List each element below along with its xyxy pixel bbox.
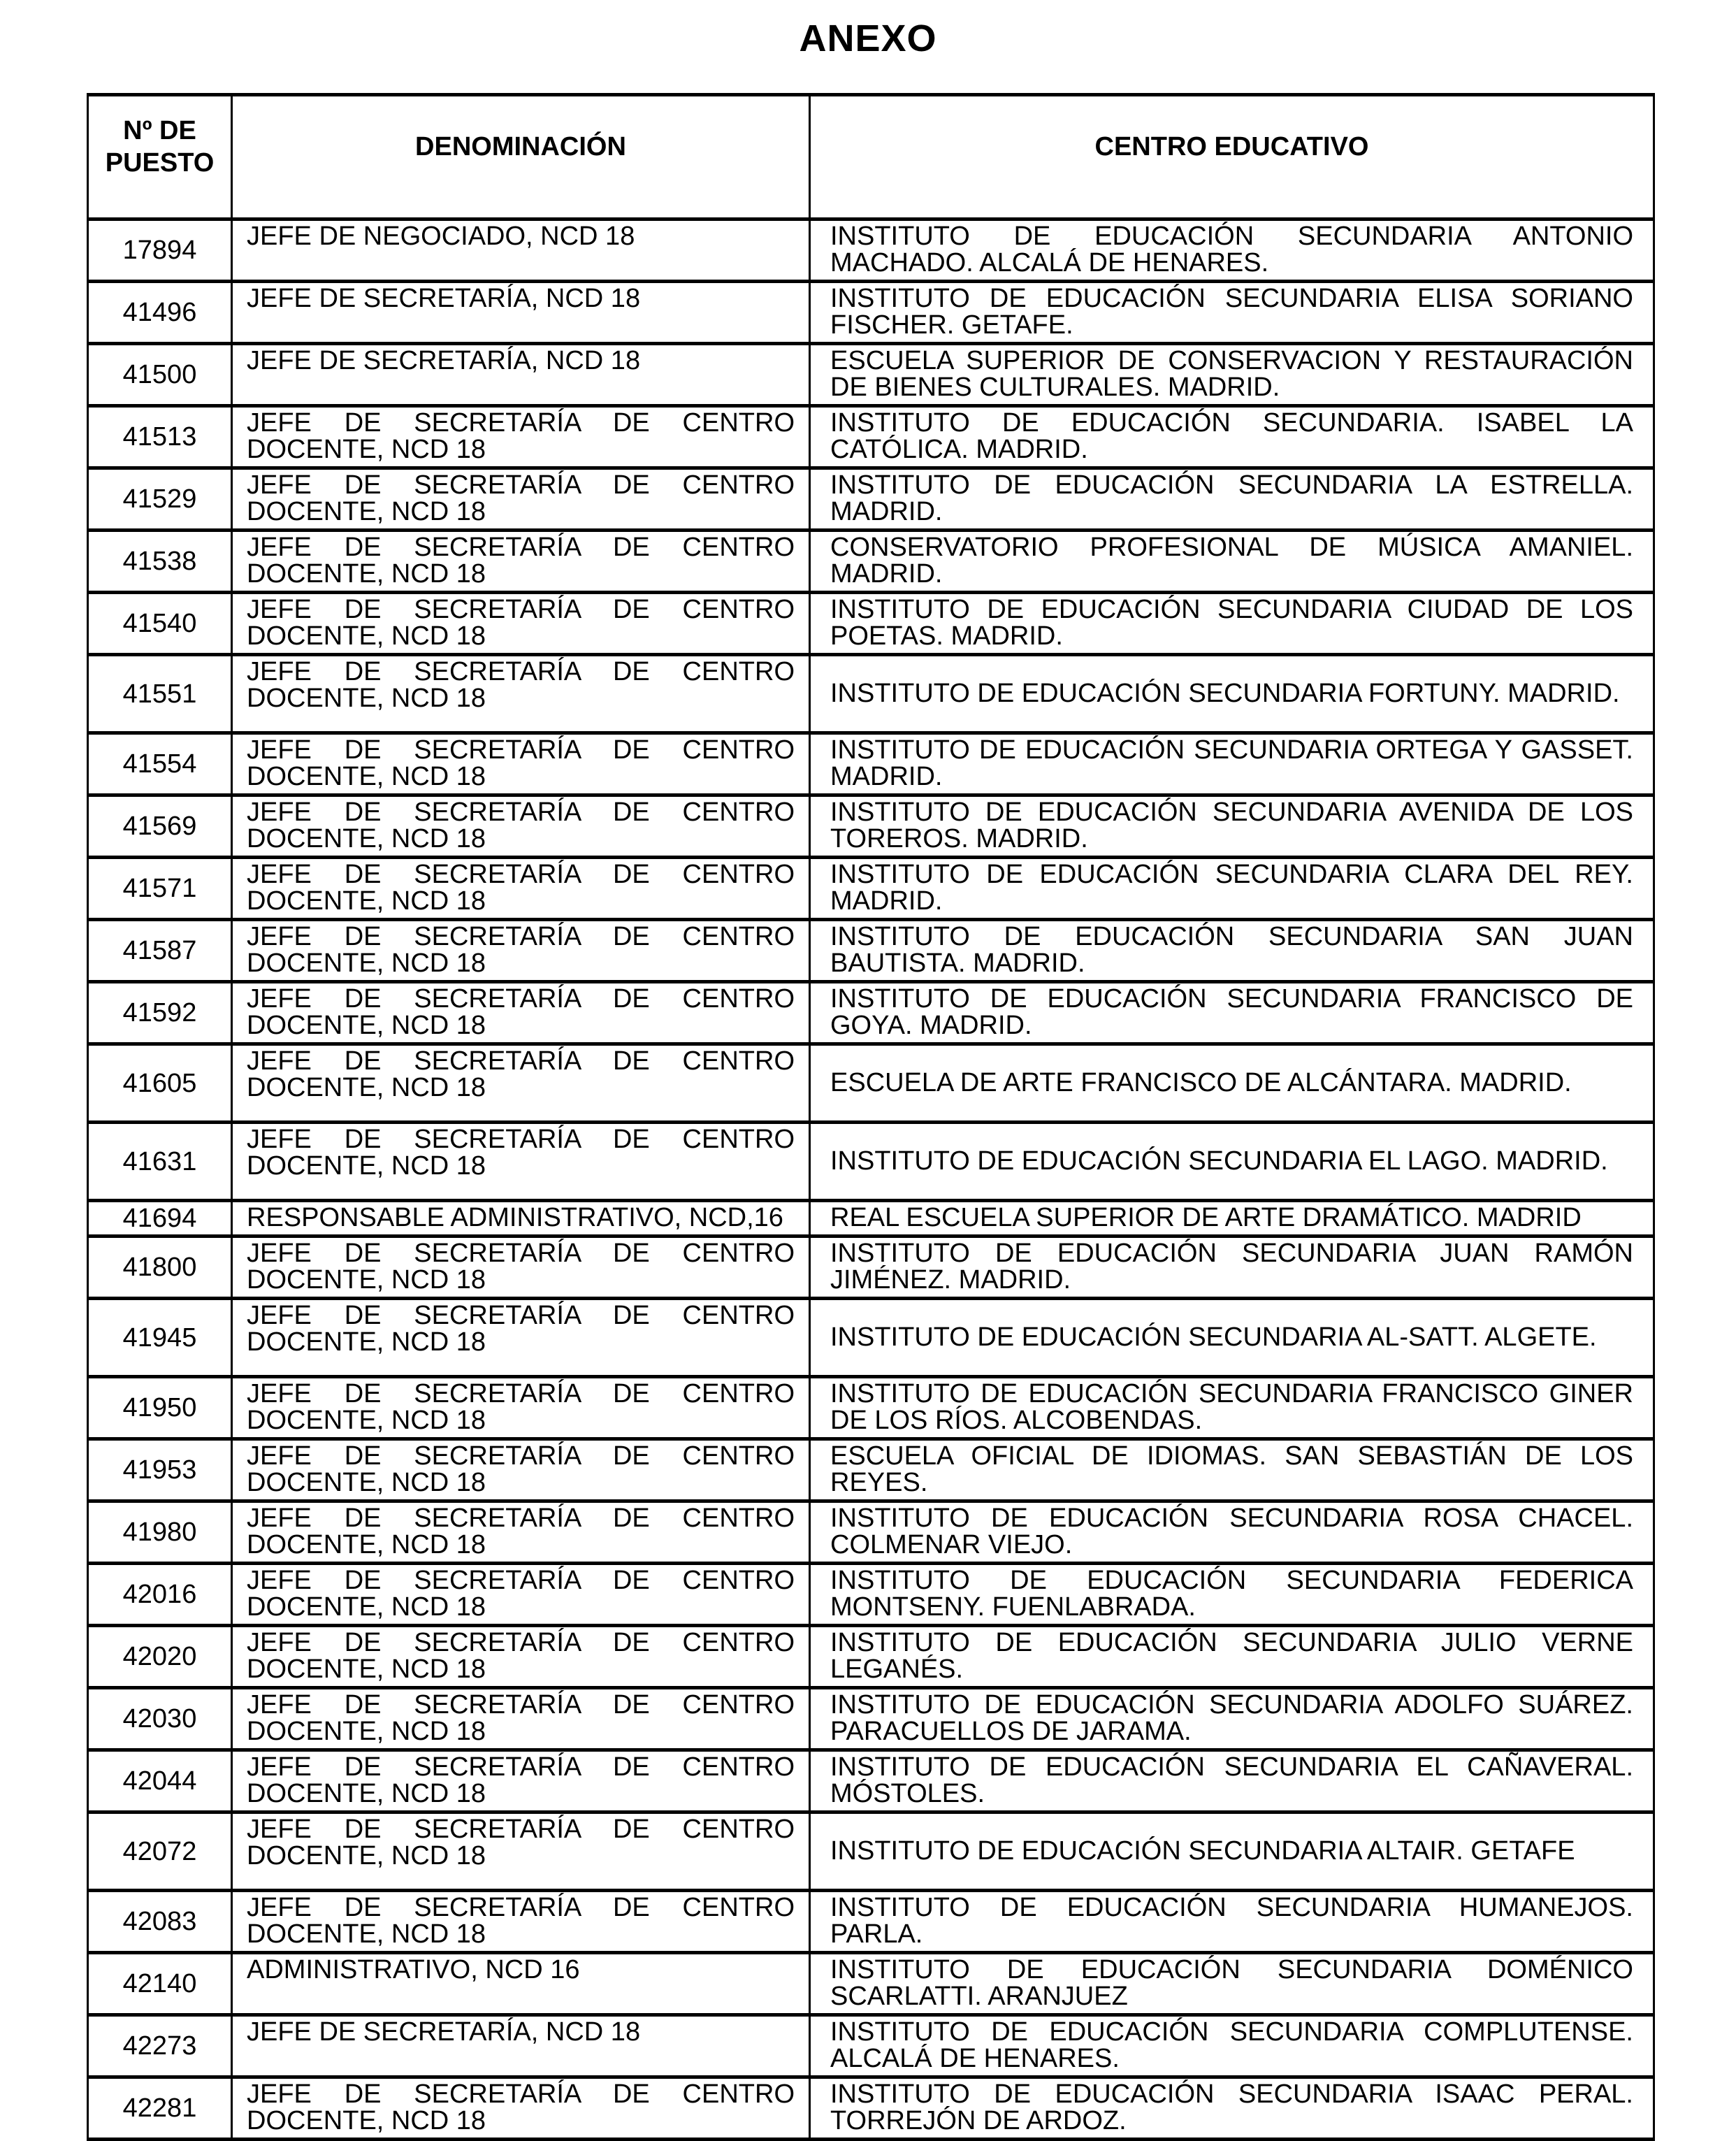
- table-row: [88, 531, 1654, 593]
- puesto-cell: 41529: [88, 468, 232, 531]
- centro-cell: INSTITUTO DE EDUCACIÓN SECUNDARIA ADOLFO SUÁREZ. PARACUELLOS DE JARAMA.: [810, 1688, 1654, 1750]
- puesto-cell: 41605: [88, 1044, 232, 1123]
- table-row: [88, 1626, 1654, 1688]
- centro-cell: INSTITUTO DE EDUCACIÓN SECUNDARIA ALTAIR. GETAFE: [810, 1812, 1654, 1891]
- puesto-cell: 42273: [88, 2015, 232, 2077]
- denominacion-cell: RESPONSABLE ADMINISTRATIVO, NCD,16: [232, 1201, 810, 1237]
- denominacion-cell: JEFE DE SECRETARÍA DE CENTRO DOCENTE, NCD 18: [232, 1237, 810, 1299]
- table-row: [88, 1439, 1654, 1501]
- table-row: [88, 1688, 1654, 1750]
- puesto-cell: 41496: [88, 282, 232, 344]
- centro-cell: INSTITUTO DE EDUCACIÓN SECUNDARIA JULIO VERNE LEGANÉS.: [810, 1626, 1654, 1688]
- denominacion-cell: JEFE DE SECRETARÍA DE CENTRO DOCENTE, NCD 18: [232, 406, 810, 468]
- denominacion-cell: JEFE DE SECRETARÍA DE CENTRO DOCENTE, NCD 18: [232, 795, 810, 858]
- puesto-cell: 41538: [88, 531, 232, 593]
- centro-cell: INSTITUTO DE EDUCACIÓN SECUNDARIA ROSA CHACEL. COLMENAR VIEJO.: [810, 1501, 1654, 1564]
- table-row: [88, 593, 1654, 655]
- puesto-cell: 41587: [88, 920, 232, 982]
- denominacion-cell: JEFE DE SECRETARÍA DE CENTRO DOCENTE, NCD 18: [232, 1688, 810, 1750]
- centro-cell: INSTITUTO DE EDUCACIÓN SECUNDARIA HUMANEJOS. PARLA.: [810, 1891, 1654, 1953]
- denominacion-cell: JEFE DE SECRETARÍA DE CENTRO DOCENTE, NCD 18: [232, 1564, 810, 1626]
- puesto-cell: 41554: [88, 733, 232, 795]
- denominacion-cell: JEFE DE SECRETARÍA DE CENTRO DOCENTE, NCD 18: [232, 982, 810, 1044]
- centro-cell: INSTITUTO DE EDUCACIÓN SECUNDARIA CLARA DEL REY. MADRID.: [810, 858, 1654, 920]
- table-row: [88, 1123, 1654, 1201]
- centro-cell: INSTITUTO DE EDUCACIÓN SECUNDARIA COMPLUTENSE. ALCALÁ DE HENARES.: [810, 2015, 1654, 2077]
- table-row: [88, 2077, 1654, 2140]
- table-row: [88, 795, 1654, 858]
- denominacion-cell: JEFE DE SECRETARÍA DE CENTRO DOCENTE, NCD 18: [232, 1812, 810, 1891]
- puesto-cell: 41551: [88, 655, 232, 733]
- header-denominacion: DENOMINACIÓN: [232, 95, 810, 219]
- centro-cell: ESCUELA SUPERIOR DE CONSERVACION Y RESTAURACIÓN DE BIENES CULTURALES. MADRID.: [810, 344, 1654, 406]
- table-row: [88, 1237, 1654, 1299]
- puesto-cell: 41540: [88, 593, 232, 655]
- centro-cell: REAL ESCUELA SUPERIOR DE ARTE DRAMÁTICO. MADRID: [810, 1201, 1654, 1237]
- page-title: ANEXO: [799, 17, 937, 59]
- table-row: [88, 1564, 1654, 1626]
- centro-cell: ESCUELA OFICIAL DE IDIOMAS. SAN SEBASTIÁN DE LOS REYES.: [810, 1439, 1654, 1501]
- centro-cell: INSTITUTO DE EDUCACIÓN SECUNDARIA LA ESTRELLA. MADRID.: [810, 468, 1654, 531]
- puesto-cell: 42016: [88, 1564, 232, 1626]
- puesto-cell: 42140: [88, 1953, 232, 2015]
- document-page: [0, 17, 1736, 2136]
- puesto-cell: 41569: [88, 795, 232, 858]
- denominacion-cell: JEFE DE SECRETARÍA DE CENTRO DOCENTE, NCD 18: [232, 1891, 810, 1953]
- denominacion-cell: JEFE DE NEGOCIADO, NCD 18: [232, 219, 810, 282]
- centro-cell: INSTITUTO DE EDUCACIÓN SECUNDARIA FORTUNY. MADRID.: [810, 655, 1654, 733]
- centro-cell: INSTITUTO DE EDUCACIÓN SECUNDARIA AVENIDA DE LOS TOREROS. MADRID.: [810, 795, 1654, 858]
- table-row: [88, 982, 1654, 1044]
- table-row: [88, 858, 1654, 920]
- centro-cell: INSTITUTO DE EDUCACIÓN SECUNDARIA DOMÉNICO SCARLATTI. ARANJUEZ: [810, 1953, 1654, 2015]
- table-row: [88, 1201, 1654, 1237]
- denominacion-cell: JEFE DE SECRETARÍA DE CENTRO DOCENTE, NCD 18: [232, 531, 810, 593]
- puesto-cell: 41631: [88, 1123, 232, 1201]
- table-row: [88, 1299, 1654, 1377]
- centro-cell: INSTITUTO DE EDUCACIÓN SECUNDARIA ELISA SORIANO FISCHER. GETAFE.: [810, 282, 1654, 344]
- centro-cell: INSTITUTO DE EDUCACIÓN SECUNDARIA ISAAC PERAL. TORREJÓN DE ARDOZ.: [810, 2077, 1654, 2140]
- centro-cell: INSTITUTO DE EDUCACIÓN SECUNDARIA FEDERICA MONTSENY. FUENLABRADA.: [810, 1564, 1654, 1626]
- denominacion-cell: JEFE DE SECRETARÍA DE CENTRO DOCENTE, NCD 18: [232, 2077, 810, 2140]
- table-row: [88, 1812, 1654, 1891]
- centro-cell: INSTITUTO DE EDUCACIÓN SECUNDARIA AL-SATT. ALGETE.: [810, 1299, 1654, 1377]
- table-row: [88, 1750, 1654, 1812]
- denominacion-cell: JEFE DE SECRETARÍA DE CENTRO DOCENTE, NCD 18: [232, 733, 810, 795]
- table-row: [88, 1377, 1654, 1439]
- puesto-cell: 17894: [88, 219, 232, 282]
- denominacion-cell: JEFE DE SECRETARÍA DE CENTRO DOCENTE, NCD 18: [232, 858, 810, 920]
- header-puesto: Nº DE PUESTO: [88, 95, 232, 219]
- puesto-cell: 41800: [88, 1237, 232, 1299]
- denominacion-cell: ADMINISTRATIVO, NCD 16: [232, 1953, 810, 2015]
- puesto-cell: 41694: [88, 1201, 232, 1237]
- positions-table: [87, 93, 1655, 2141]
- table-row: [88, 655, 1654, 733]
- table-row: [88, 1044, 1654, 1123]
- centro-cell: INSTITUTO DE EDUCACIÓN SECUNDARIA ORTEGA Y GASSET. MADRID.: [810, 733, 1654, 795]
- denominacion-cell: JEFE DE SECRETARÍA, NCD 18: [232, 282, 810, 344]
- centro-cell: INSTITUTO DE EDUCACIÓN SECUNDARIA. ISABEL LA CATÓLICA. MADRID.: [810, 406, 1654, 468]
- denominacion-cell: JEFE DE SECRETARÍA DE CENTRO DOCENTE, NCD 18: [232, 1439, 810, 1501]
- centro-cell: INSTITUTO DE EDUCACIÓN SECUNDARIA FRANCISCO GINER DE LOS RÍOS. ALCOBENDAS.: [810, 1377, 1654, 1439]
- table-row: [88, 1891, 1654, 1953]
- centro-cell: INSTITUTO DE EDUCACIÓN SECUNDARIA FRANCISCO DE GOYA. MADRID.: [810, 982, 1654, 1044]
- puesto-cell: 42083: [88, 1891, 232, 1953]
- denominacion-cell: JEFE DE SECRETARÍA DE CENTRO DOCENTE, NCD 18: [232, 593, 810, 655]
- table-row: [88, 2015, 1654, 2077]
- table-header-row: [88, 95, 1654, 219]
- puesto-cell: 41513: [88, 406, 232, 468]
- puesto-cell: 41945: [88, 1299, 232, 1377]
- puesto-cell: 41571: [88, 858, 232, 920]
- table-row: [88, 468, 1654, 531]
- denominacion-cell: JEFE DE SECRETARÍA DE CENTRO DOCENTE, NCD 18: [232, 468, 810, 531]
- table-row: [88, 219, 1654, 282]
- table-row: [88, 282, 1654, 344]
- puesto-cell: 41500: [88, 344, 232, 406]
- puesto-cell: 42281: [88, 2077, 232, 2140]
- table-body: [88, 219, 1654, 2140]
- puesto-cell: 42044: [88, 1750, 232, 1812]
- denominacion-cell: JEFE DE SECRETARÍA DE CENTRO DOCENTE, NCD 18: [232, 1626, 810, 1688]
- table-row: [88, 1501, 1654, 1564]
- denominacion-cell: JEFE DE SECRETARÍA DE CENTRO DOCENTE, NCD 18: [232, 1299, 810, 1377]
- denominacion-cell: JEFE DE SECRETARÍA DE CENTRO DOCENTE, NCD 18: [232, 1123, 810, 1201]
- puesto-cell: 42072: [88, 1812, 232, 1891]
- table-row: [88, 920, 1654, 982]
- centro-cell: INSTITUTO DE EDUCACIÓN SECUNDARIA SAN JUAN BAUTISTA. MADRID.: [810, 920, 1654, 982]
- denominacion-cell: JEFE DE SECRETARÍA DE CENTRO DOCENTE, NCD 18: [232, 1750, 810, 1812]
- centro-cell: INSTITUTO DE EDUCACIÓN SECUNDARIA ANTONIO MACHADO. ALCALÁ DE HENARES.: [810, 219, 1654, 282]
- denominacion-cell: JEFE DE SECRETARÍA DE CENTRO DOCENTE, NCD 18: [232, 1377, 810, 1439]
- puesto-cell: 42020: [88, 1626, 232, 1688]
- denominacion-cell: JEFE DE SECRETARÍA, NCD 18: [232, 344, 810, 406]
- puesto-cell: 41950: [88, 1377, 232, 1439]
- table-row: [88, 733, 1654, 795]
- centro-cell: INSTITUTO DE EDUCACIÓN SECUNDARIA JUAN RAMÓN JIMÉNEZ. MADRID.: [810, 1237, 1654, 1299]
- centro-cell: INSTITUTO DE EDUCACIÓN SECUNDARIA EL LAGO. MADRID.: [810, 1123, 1654, 1201]
- denominacion-cell: JEFE DE SECRETARÍA DE CENTRO DOCENTE, NCD 18: [232, 1044, 810, 1123]
- centro-cell: CONSERVATORIO PROFESIONAL DE MÚSICA AMANIEL. MADRID.: [810, 531, 1654, 593]
- centro-cell: ESCUELA DE ARTE FRANCISCO DE ALCÁNTARA. MADRID.: [810, 1044, 1654, 1123]
- centro-cell: INSTITUTO DE EDUCACIÓN SECUNDARIA CIUDAD DE LOS POETAS. MADRID.: [810, 593, 1654, 655]
- denominacion-cell: JEFE DE SECRETARÍA DE CENTRO DOCENTE, NCD 18: [232, 655, 810, 733]
- table-row: [88, 1953, 1654, 2015]
- header-centro-educativo: CENTRO EDUCATIVO: [810, 95, 1654, 219]
- puesto-cell: 42030: [88, 1688, 232, 1750]
- table-row: [88, 406, 1654, 468]
- denominacion-cell: JEFE DE SECRETARÍA DE CENTRO DOCENTE, NCD 18: [232, 1501, 810, 1564]
- table-row: [88, 344, 1654, 406]
- denominacion-cell: JEFE DE SECRETARÍA DE CENTRO DOCENTE, NCD 18: [232, 920, 810, 982]
- centro-cell: INSTITUTO DE EDUCACIÓN SECUNDARIA EL CAÑAVERAL. MÓSTOLES.: [810, 1750, 1654, 1812]
- denominacion-cell: JEFE DE SECRETARÍA, NCD 18: [232, 2015, 810, 2077]
- puesto-cell: 41592: [88, 982, 232, 1044]
- puesto-cell: 41980: [88, 1501, 232, 1564]
- puesto-cell: 41953: [88, 1439, 232, 1501]
